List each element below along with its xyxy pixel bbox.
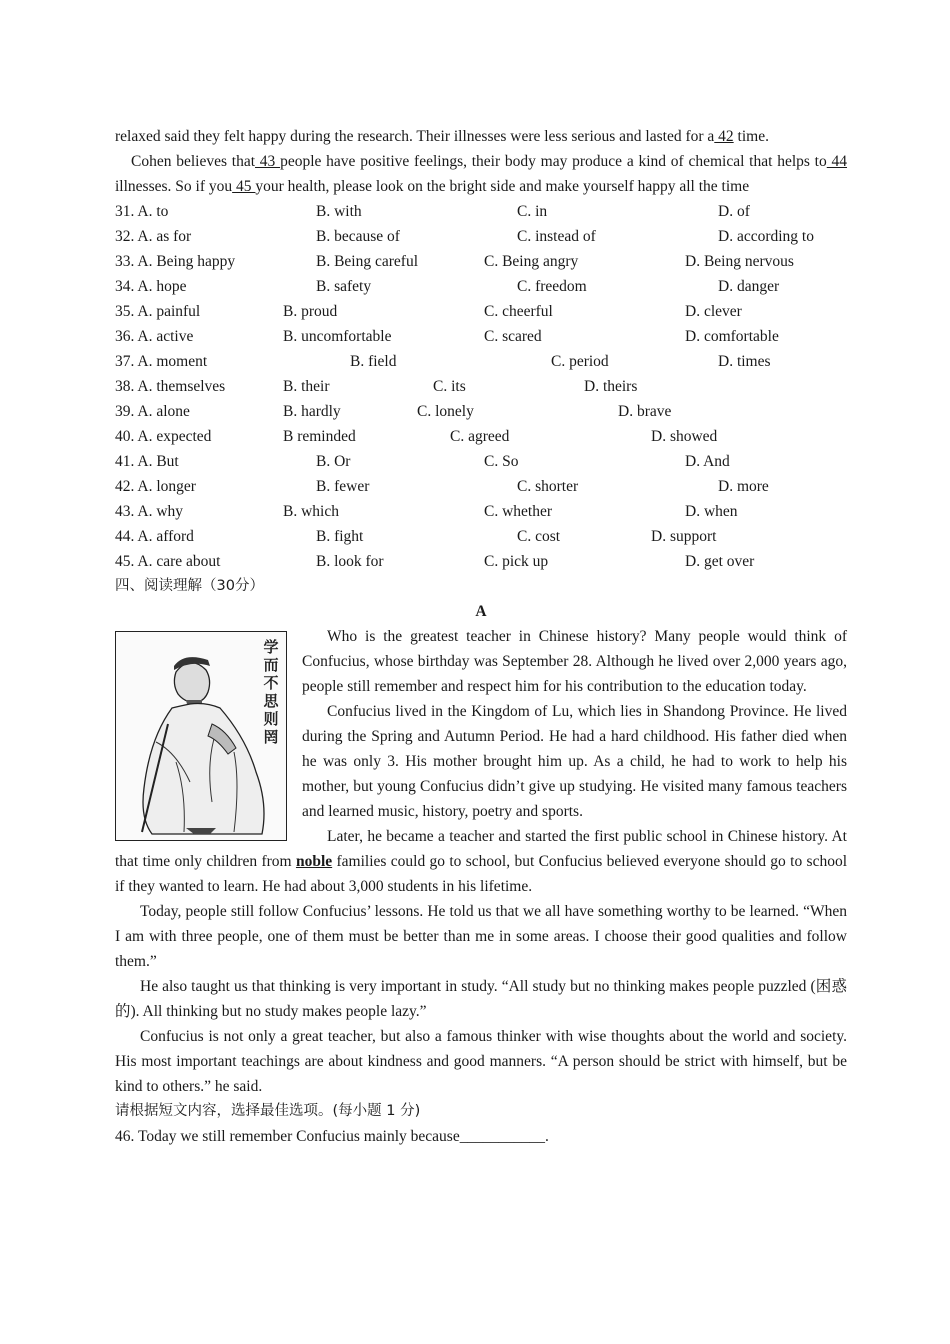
option-d: D. Being nervous bbox=[685, 253, 794, 270]
option-a: 38. A. themselves bbox=[115, 378, 226, 395]
cloze-text: Cohen believes that bbox=[131, 153, 256, 170]
option-row bbox=[115, 324, 847, 349]
blank-42: 42 bbox=[714, 128, 734, 145]
paragraph-1: Who is the greatest teacher in Chinese history? Many people would think of Confucius, whose birthday was September 28. Although he lived over 2,000 years ago, people still remember and respect him for his contribution to the education today. bbox=[302, 628, 847, 695]
option-c: C. whether bbox=[484, 503, 553, 520]
option-c: C. Being angry bbox=[484, 253, 579, 270]
option-a: 42. A. longer bbox=[115, 478, 196, 495]
blank-43: 43 bbox=[255, 153, 281, 170]
option-c: C. in bbox=[517, 203, 548, 220]
confucius-figure-icon bbox=[116, 632, 285, 839]
option-a: 37. A. moment bbox=[115, 353, 208, 370]
option-a: 32. A. as for bbox=[115, 228, 192, 245]
cloze-paragraph-1 bbox=[115, 124, 847, 149]
option-a: 31. A. to bbox=[115, 203, 169, 220]
cloze-paragraph-2 bbox=[115, 149, 847, 199]
confucius-portrait bbox=[115, 631, 287, 841]
option-b: B. safety bbox=[316, 278, 372, 295]
paragraph-text: families could go to school, but Confucius believed everyone should go to school if they wanted to learn. He had about 3,000 students in his lifetime. bbox=[115, 853, 848, 895]
option-c: C. cost bbox=[517, 528, 561, 545]
portrait-caption bbox=[262, 638, 280, 746]
option-d: D. And bbox=[685, 453, 730, 470]
option-a: 33. A. Being happy bbox=[115, 253, 236, 270]
caption-char: 而 bbox=[263, 656, 279, 674]
caption-char: 不 bbox=[263, 674, 279, 692]
option-d: D. when bbox=[685, 503, 738, 520]
paragraph-2: Confucius lived in the Kingdom of Lu, which lies in Shandong Province. He lived during the Spring and Autumn Period. He had a hard childhood. His father died when he was only 3. His mother brought him up. As a child, he had to work to help his mother, but young Confucius didn’t give up studying. He visited many famous teachers and learned music, history, poetry and sports. bbox=[302, 703, 847, 820]
option-c: C. pick up bbox=[484, 553, 549, 570]
cloze-text: time. bbox=[737, 128, 769, 145]
option-a: 40. A. expected bbox=[115, 428, 212, 445]
option-a: 35. A. painful bbox=[115, 303, 201, 320]
blank-45: 45 bbox=[232, 178, 256, 195]
option-row bbox=[115, 224, 847, 249]
option-row bbox=[115, 374, 847, 399]
cloze-text: relaxed said they felt happy during the research. Their illnesses were less serious and lasted for a bbox=[115, 128, 715, 145]
option-c: C. instead of bbox=[517, 228, 596, 245]
option-d: D. times bbox=[718, 353, 771, 370]
option-row bbox=[115, 449, 847, 474]
option-c: C. shorter bbox=[517, 478, 579, 495]
option-d: D. according to bbox=[718, 228, 814, 245]
option-d: D. clever bbox=[685, 303, 742, 320]
option-b: B. their bbox=[283, 378, 330, 395]
caption-char: 学 bbox=[263, 638, 279, 656]
noble-word: noble bbox=[295, 853, 333, 870]
option-c: C. agreed bbox=[450, 428, 510, 445]
option-a: 43. A. why bbox=[115, 503, 184, 520]
option-d: D. comfortable bbox=[685, 328, 779, 345]
option-row bbox=[115, 299, 847, 324]
option-row bbox=[115, 349, 847, 374]
option-row bbox=[115, 199, 847, 224]
option-a: 44. A. afford bbox=[115, 528, 194, 545]
option-a: 45. A. care about bbox=[115, 553, 221, 570]
option-c: C. So bbox=[484, 453, 519, 470]
passage-a bbox=[115, 624, 847, 1099]
option-a: 36. A. active bbox=[115, 328, 194, 345]
option-b: B reminded bbox=[283, 428, 356, 445]
paragraph-5: He also taught us that thinking is very important in study. “All study but no thinking makes people puzzled (困惑的). All thinking but no study makes people lazy.” bbox=[115, 978, 847, 1020]
option-b: B. because of bbox=[316, 228, 400, 245]
passage-title: A bbox=[475, 603, 487, 620]
caption-char: 思 bbox=[263, 692, 279, 710]
option-b: B. look for bbox=[316, 553, 384, 570]
cloze-text: your health, please look on the bright side and make yourself happy all the time bbox=[255, 178, 750, 195]
option-row bbox=[115, 424, 847, 449]
option-d: D. more bbox=[718, 478, 769, 495]
option-row bbox=[115, 499, 847, 524]
option-c: C. period bbox=[551, 353, 609, 370]
caption-char: 罔 bbox=[263, 728, 279, 746]
cloze-text: people have positive feelings, their body may produce a kind of chemical that helps to bbox=[280, 153, 827, 170]
option-c: C. its bbox=[433, 378, 466, 395]
option-b: B. proud bbox=[283, 303, 338, 320]
option-d: D. brave bbox=[618, 403, 672, 420]
exam-page bbox=[115, 124, 847, 1149]
section-heading: 四、阅读理解（30分） bbox=[115, 578, 264, 594]
cloze-text: illnesses. So if you bbox=[115, 178, 233, 195]
blank-44: 44 bbox=[826, 153, 848, 170]
paragraph-4: Today, people still follow Confucius’ lessons. He told us that we all have something worthy to be learned. “When I am with three people, one of them must be better than me in some areas. I choose their good qualities and follow them.” bbox=[115, 903, 847, 970]
options-list bbox=[115, 199, 847, 574]
paragraph-text: Later, he became a teacher and started the first public school in Chinese history. At that time only children from bbox=[115, 828, 847, 870]
option-d: D. theirs bbox=[584, 378, 638, 395]
option-d: D. showed bbox=[651, 428, 718, 445]
caption-char: 则 bbox=[263, 710, 279, 728]
option-row bbox=[115, 399, 847, 424]
option-d: D. danger bbox=[718, 278, 780, 295]
option-c: C. freedom bbox=[517, 278, 587, 295]
option-d: D. of bbox=[718, 203, 750, 220]
option-row bbox=[115, 274, 847, 299]
option-row bbox=[115, 249, 847, 274]
option-b: B. fight bbox=[316, 528, 364, 545]
option-b: B. fewer bbox=[316, 478, 370, 495]
option-b: B. which bbox=[283, 503, 339, 520]
option-a: 39. A. alone bbox=[115, 403, 190, 420]
option-b: B. Being careful bbox=[316, 253, 419, 270]
option-c: C. cheerful bbox=[484, 303, 553, 320]
option-row bbox=[115, 474, 847, 499]
option-row bbox=[115, 549, 847, 574]
paragraph-6: Confucius is not only a great teacher, but also a famous thinker with wise thoughts about the world and society. His most important teachings are about kindness and good manners. “A person should be strict with himself, but be kind to others.” he said. bbox=[115, 1028, 847, 1095]
option-c: C. scared bbox=[484, 328, 542, 345]
option-a: 41. A. But bbox=[115, 453, 179, 470]
option-b: B. field bbox=[350, 353, 397, 370]
option-d: D. support bbox=[651, 528, 717, 545]
question-46: 46. Today we still remember Confucius mainly because___________. bbox=[115, 1128, 549, 1145]
option-c: C. lonely bbox=[417, 403, 474, 420]
option-a: 34. A. hope bbox=[115, 278, 187, 295]
option-b: B. hardly bbox=[283, 403, 341, 420]
option-b: B. Or bbox=[316, 453, 351, 470]
option-row bbox=[115, 524, 847, 549]
option-b: B. with bbox=[316, 203, 362, 220]
instruction: 请根据短文内容，选择最佳选项。(每小题 1 分) bbox=[115, 1103, 421, 1119]
option-b: B. uncomfortable bbox=[283, 328, 392, 345]
option-d: D. get over bbox=[685, 553, 755, 570]
passage-text-beside-image bbox=[302, 624, 847, 824]
